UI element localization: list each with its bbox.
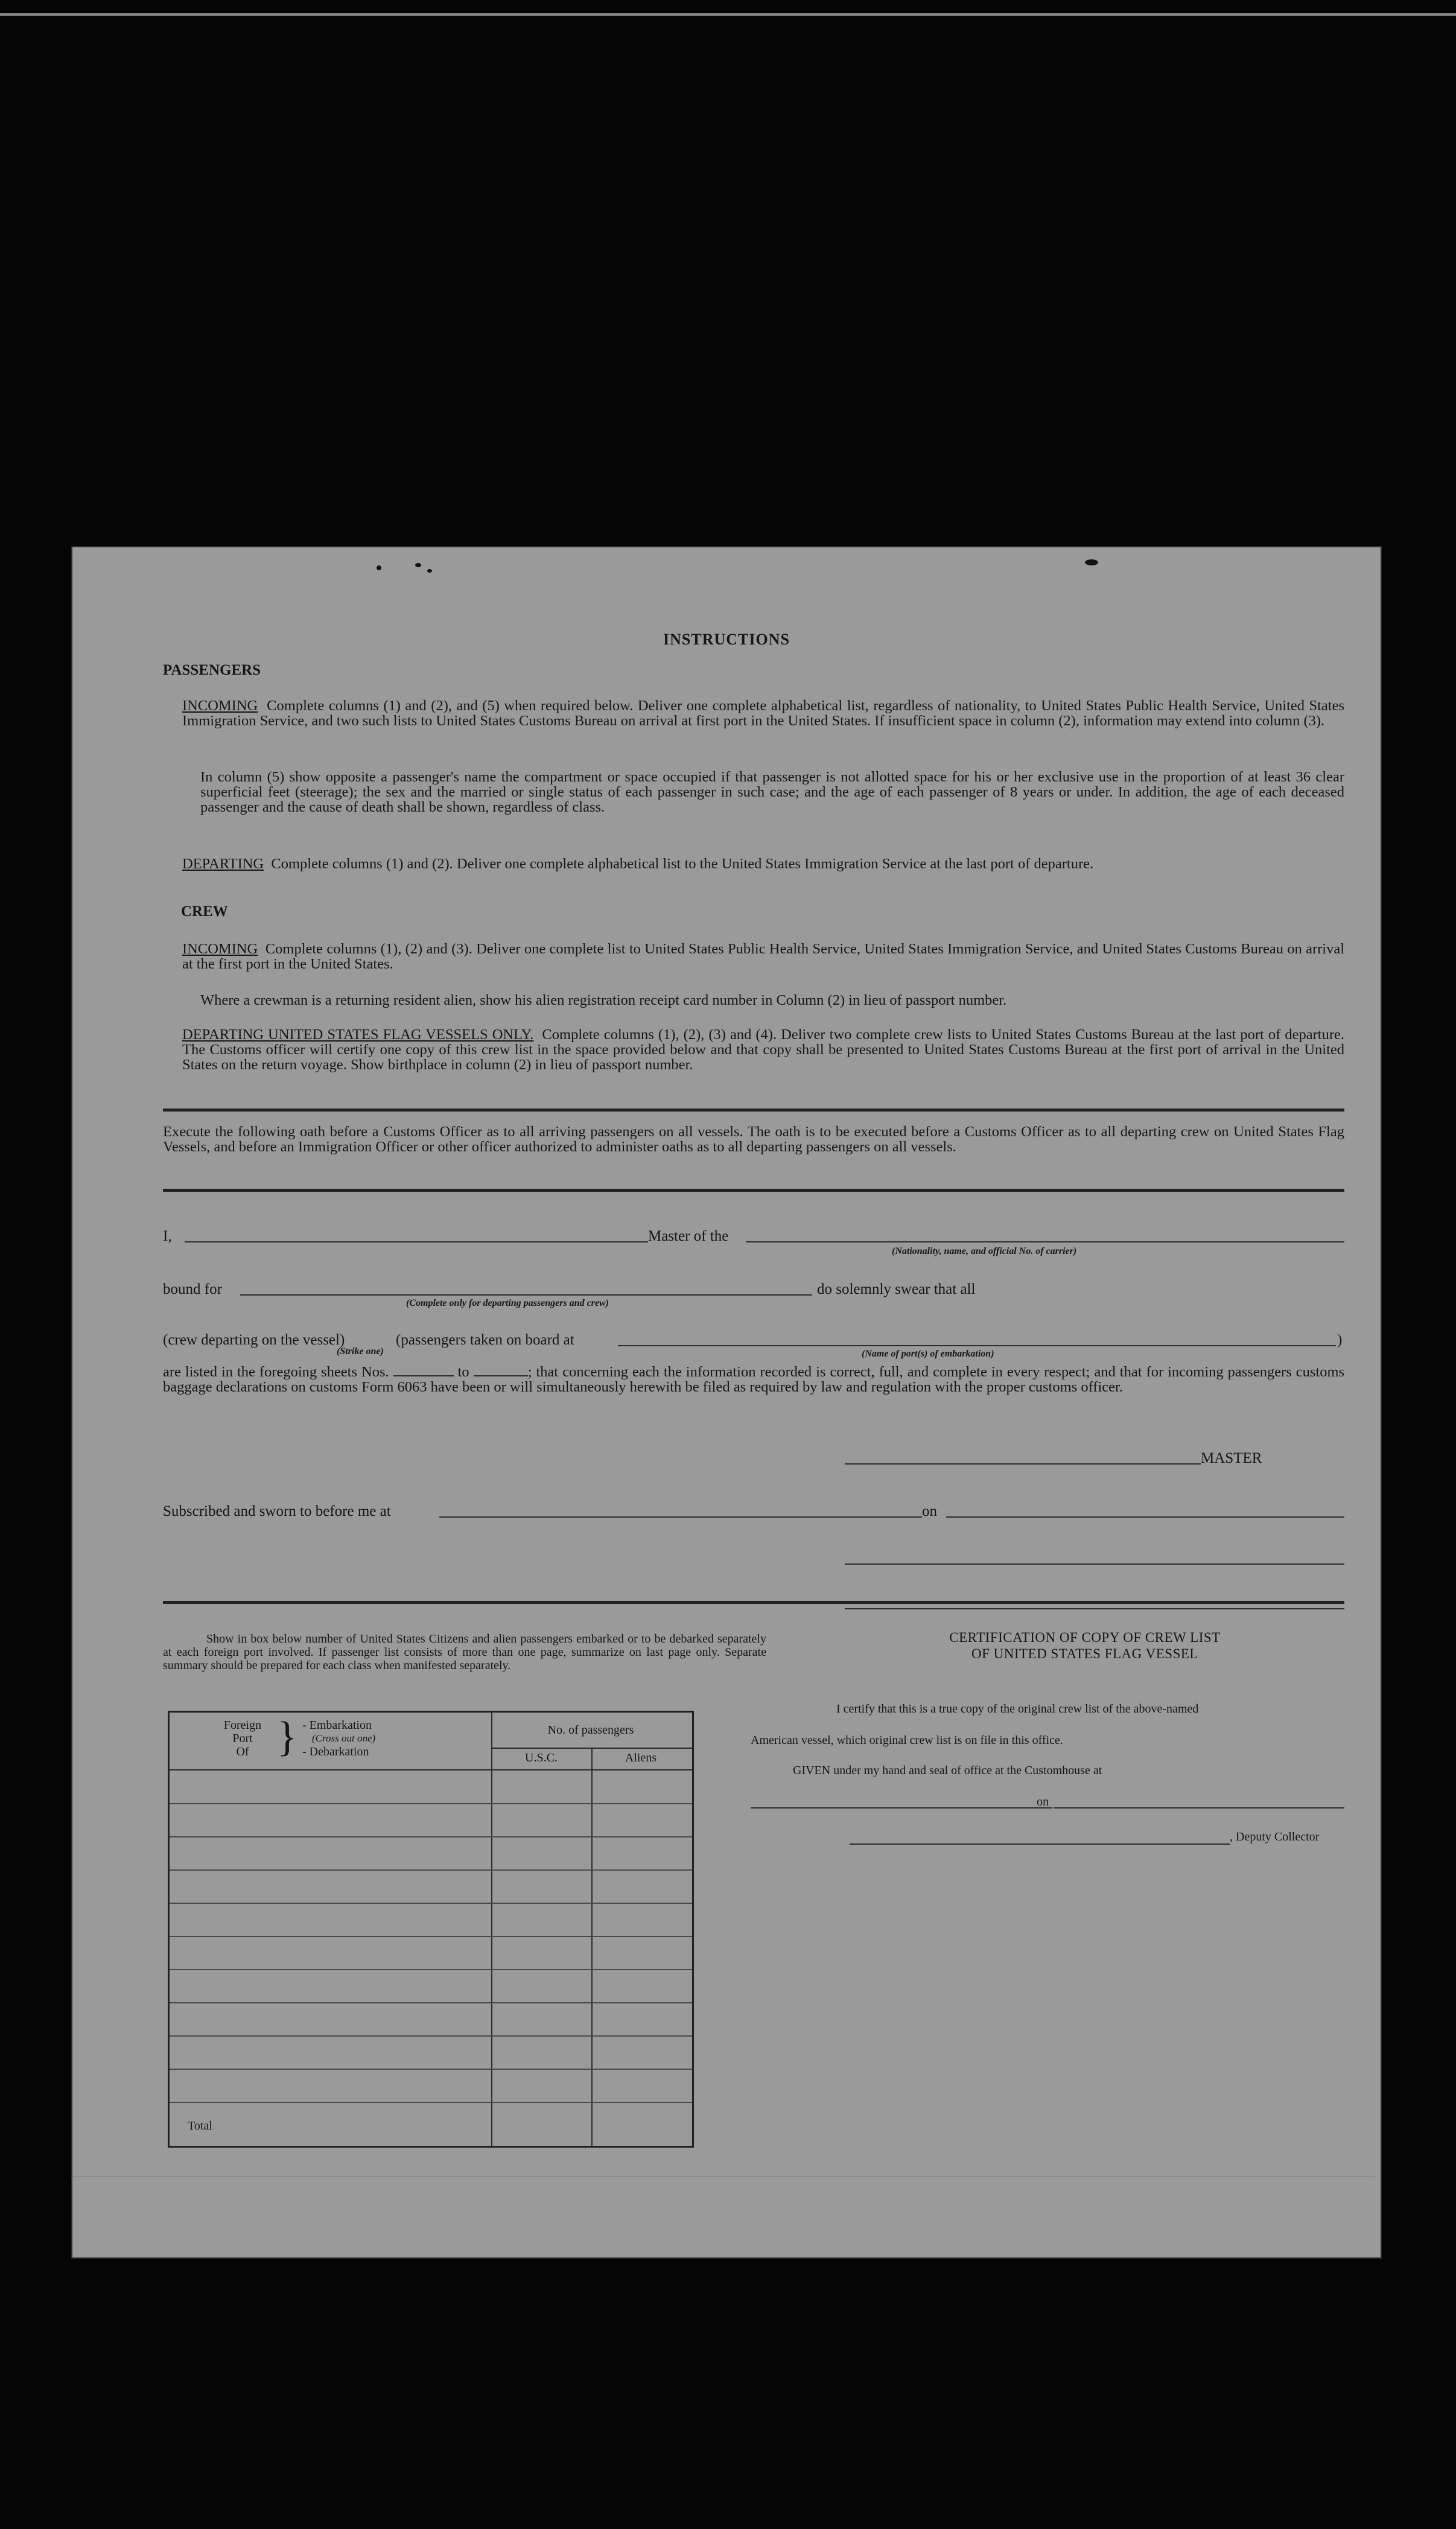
section-rule [163,1601,1344,1604]
certification-title-line2: OF UNITED STATES FLAG VESSEL [971,1646,1198,1661]
passengers-incoming-paragraph [182,698,1344,728]
embark-debark-options [302,1719,375,1758]
certification-title [819,1629,1350,1662]
certification-date-line[interactable] [1054,1807,1344,1808]
speck [1085,559,1098,565]
debarkation-option: - Debarkation [302,1745,369,1758]
speck [427,569,432,573]
certification-text-1: I certify that this is a true copy of the original crew list of the above-named [836,1702,1199,1716]
sheet-from-field[interactable] [393,1375,454,1376]
sheets-statement [163,1364,1344,1395]
subscribed-label: Subscribed and sworn to before me at [163,1503,391,1519]
sheets-to-label: to [457,1364,469,1380]
left-brace: } [277,1714,297,1760]
master-label: MASTER [1201,1450,1262,1466]
passenger-summary-table [168,1711,694,2148]
bound-for-label: bound for [163,1281,222,1297]
sheets-text-a: are listed in the foregoing sheets Nos. [163,1364,389,1380]
customhouse-line[interactable] [751,1807,1052,1808]
deputy-signature-line[interactable] [850,1843,1230,1845]
bound-for-line[interactable] [240,1294,812,1296]
carrier-line[interactable] [746,1241,1344,1242]
certification-title-line1: CERTIFICATION OF COPY OF CREW LIST [949,1630,1221,1645]
bound-note: (Complete only for departing passengers and crew) [406,1298,609,1308]
master-signature-line[interactable] [845,1463,1201,1465]
no-of-passengers-header: No. of passengers [547,1723,634,1737]
table-row [170,2102,692,2103]
crew-incoming-text: Complete columns (1), (2) and (3). Deliver one complete list to United States Public Health Service, United States Immigration Service, and United States Customs Bureau on arrival at the first port in the United States. [182,941,1345,972]
embarkation-option: - Embarkation [302,1719,372,1732]
sheet-to-field[interactable] [474,1375,528,1376]
passengers-heading: PASSENGERS [163,662,261,678]
passengers-incoming-text: Complete columns (1) and (2), and (5) when required below. Deliver one complete alphabetical list, regardless of nationality, to United States Public Health Service, United States Immigration Service, and two such lists to United States Customs Bureau on arrival at first port in the United States. If insufficient space in column (2), information may extend into column (3). [182,698,1344,729]
column5-paragraph: In column (5) show opposite a passenger's name the compartment or space occupied if that passenger is not allotted space for his or her exclusive use in the proportion of at least 36 clear superficial feet (steerage); the sex and the married or single status of each passenger in such case; and the age of each passenger of 8 years or under. In addition, the age of each deceased passenger and the cause of death shall be shown, regardless of class. [200,769,1344,815]
table-row [170,1836,692,1837]
officer-title-line[interactable] [845,1608,1344,1609]
strike-one-note: (Strike one) [337,1346,384,1357]
col-divider [491,1713,492,2146]
aliens-header: Aliens [625,1751,657,1764]
foreign-word: Foreign [223,1719,262,1732]
col-divider [591,1749,593,2146]
cross-out-note: (Cross out one) [312,1732,376,1744]
passengers-departing-label: DEPARTING [182,856,264,872]
table-row [170,1903,692,1904]
sworn-on-label: on [922,1503,937,1519]
section-rule [163,1189,1344,1192]
sworn-place-line[interactable] [439,1516,922,1518]
foreign-port-of-label [209,1719,276,1758]
table-row [170,1969,692,1970]
crew-departing-label: DEPARTING UNITED STATES FLAG VESSELS ONLY. [182,1026,534,1043]
passengers-taken-option: (passengers taken on board at [396,1332,574,1348]
oath-instructions: Execute the following oath before a Customs Officer as to all arriving passengers on all vessels. The oath is to be executed before a Customs Officer as to all departing crew on United States Flag Vessels, and before an Immigration Officer or other officer authorized to administer oaths as to all departing passengers on all vessels. [163,1124,1344,1155]
sworn-date-line[interactable] [946,1516,1344,1518]
total-label: Total [188,2119,212,2133]
of-word: Of [236,1745,249,1758]
table-row [170,1936,692,1937]
officer-signature-line[interactable] [845,1564,1344,1565]
certification-text-2: American vessel, which original crew list is on file in this office. [751,1734,1063,1747]
crew-departing-paragraph [182,1027,1344,1072]
port-word: Port [232,1732,253,1745]
close-paren: ) [1337,1332,1343,1348]
deputy-collector-label: , Deputy Collector [1230,1830,1320,1843]
master-name-line[interactable] [185,1241,648,1242]
master-of-the-label: Master of the [648,1228,729,1244]
carrier-note: (Nationality, name, and official No. of carrier) [892,1246,1077,1256]
table-row [170,2035,692,2037]
passengers-incoming-label: INCOMING [182,698,258,714]
certification-on-label: on [1037,1795,1049,1808]
embarkation-port-line[interactable] [618,1345,1336,1346]
crew-departing-option: (crew departing on the vessel) [163,1332,345,1348]
table-row [170,2069,692,2070]
header-bottom [170,1769,692,1770]
port-note: (Name of port(s) of embarkation) [862,1349,994,1359]
header-divider [491,1748,692,1749]
table-row [170,1869,692,1871]
passengers-departing-paragraph [182,856,1344,871]
usc-header: U.S.C. [525,1751,558,1764]
swear-text: do solemnly swear that all [817,1281,976,1297]
scanner-edge-line [0,13,1456,16]
table-row [170,1803,692,1804]
speck [415,563,421,567]
crew-departing-text: Complete columns (1), (2), (3) and (4). Deliver two complete crew lists to United States Customs Bureau at the last port of departure. The Customs officer will certify one copy of this crew list in the space provided below and that copy shall be presented to United States Customs Bureau at the first port of arrival in the United States on the return voyage. Show birthplace in column (2) in lieu of passport number. [182,1026,1344,1073]
table-row [170,2002,692,2003]
summary-intro: Show in box below number of United States Citizens and alien passengers embarked or to be debarked separately at each foreign port involved. If passenger list consists of more than one page, summarize on last page only. Separate summary should be prepared for each class when manifested separately. [163,1632,766,1672]
crew-incoming-label: INCOMING [182,941,258,957]
crew-resident-paragraph: Where a crewman is a returning resident alien, show his alien registration receipt card number in Column (2) in lieu of passport number. [200,992,1007,1008]
speck [377,565,381,570]
crew-heading: CREW [181,903,228,920]
section-rule [163,1109,1344,1112]
form-page [71,546,1382,2259]
instructions-title: INSTRUCTIONS [663,631,790,648]
oath-i-label: I, [163,1228,172,1244]
crew-incoming-paragraph [182,941,1344,972]
sheets-text-b: ; that concerning each the information recorded is correct, full, and complete in every respect; and that for incoming passengers customs baggage declarations on customs Form 6063 have been or will simultaneously herewith be filed as required by law and regulation with the proper customs officer. [163,1364,1345,1395]
passengers-departing-text: Complete columns (1) and (2). Deliver one complete alphabetical list to the United States Immigration Service at the last port of departure. [271,856,1094,872]
certification-text-3: GIVEN under my hand and seal of office at the Customhouse at [793,1764,1102,1777]
